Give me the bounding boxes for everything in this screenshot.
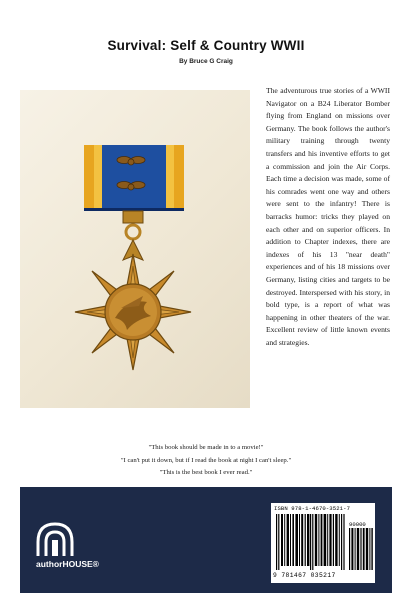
- footer-band: [20, 487, 392, 593]
- isbn-barcode: [271, 503, 375, 583]
- book-author: By Bruce G Craig: [179, 58, 233, 65]
- blurb-paragraph: [20, 85, 390, 403]
- review-quote: "I can't put it down, but if I read the book at night I can't sleep.": [120, 456, 292, 464]
- barcode-bars: [276, 514, 346, 570]
- book-title: Survival: Self & Country WWII: [107, 38, 305, 53]
- review-quote: "This is the best book I ever read.": [159, 469, 253, 476]
- photo-spacer: [20, 85, 260, 403]
- barcode-number: 9 781467 035217: [273, 572, 336, 579]
- review-quotes: [0, 442, 412, 480]
- barcode-addon-number: 90000: [349, 521, 366, 528]
- review-quote: "This book should be made in to a movie!": [148, 444, 264, 451]
- isbn-label: ISBN 978-1-4670-3521-7: [274, 505, 351, 512]
- barcode-addon-bars: [349, 528, 373, 570]
- publisher-name: authorHOUSE®: [36, 559, 99, 569]
- blurb-text: The adventurous true stories of a WWII Navigator on a B24 Liberator Bomber flying from England on missions over Germany. The book follows the author's military training through twenty transfers and his inventive efforts to get a commission and join the Air Corps. Each time a decision was made, some of his comrades went one way and others were sent to the infantry! There is barracks humor: tricks they played on each other and on superior officers. In addition to Chapter indexes, there are indexes of his 13 "near death" experiences and of his 18 missions over Germany, listing cities and targets to be destroyed. Interspersed with his story, in bold type, is a report of what was happening in other theaters of the war. Excellent review of little known events and strategies.: [266, 86, 390, 347]
